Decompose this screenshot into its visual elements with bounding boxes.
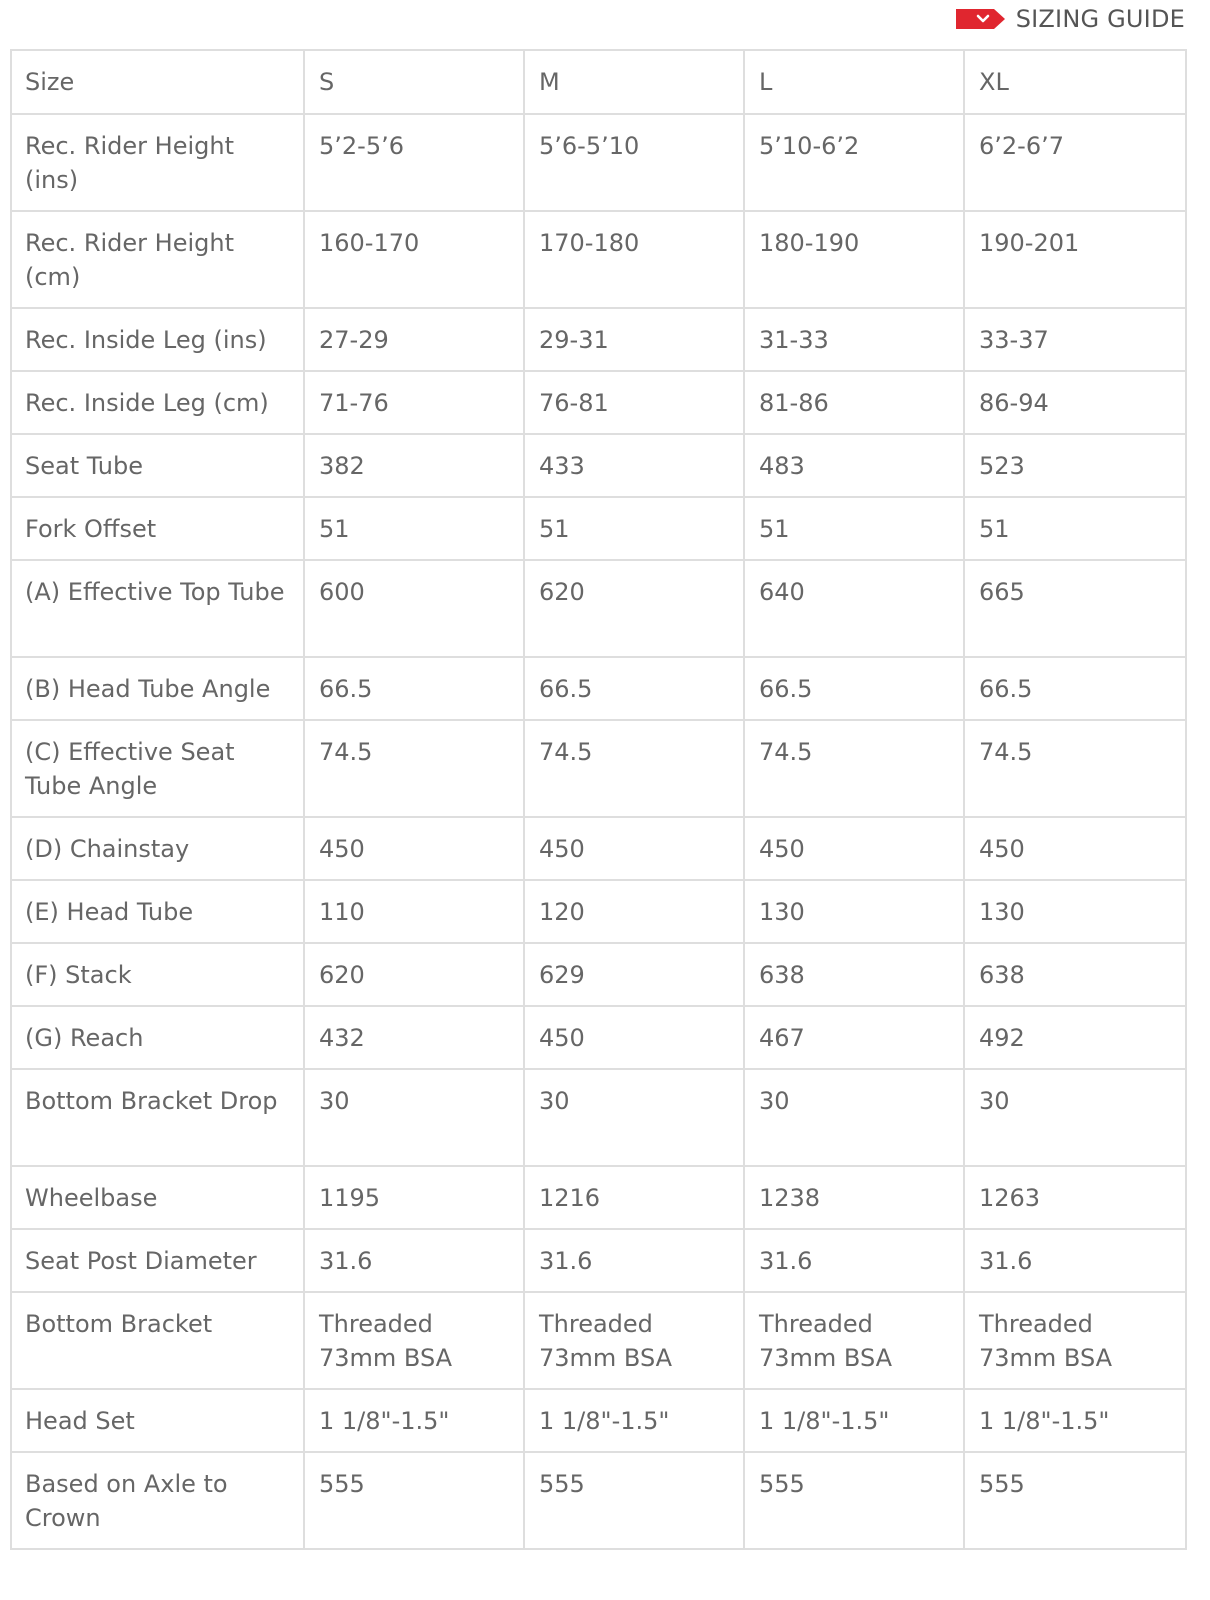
row-value: Threaded 73mm BSA	[304, 1292, 524, 1389]
row-label: (F) Stack	[11, 943, 304, 1006]
row-value: 33-37	[964, 308, 1186, 371]
row-label: (E) Head Tube	[11, 880, 304, 943]
row-label: Bottom Bracket	[11, 1292, 304, 1389]
sizing-guide-link[interactable]	[956, 4, 1185, 34]
row-label: Wheelbase	[11, 1166, 304, 1229]
row-value: 600	[304, 560, 524, 657]
row-value: 31.6	[304, 1229, 524, 1292]
row-label: Seat Post Diameter	[11, 1229, 304, 1292]
row-value: 483	[744, 434, 964, 497]
row-value: 5’10-6’2	[744, 114, 964, 211]
row-value: 30	[964, 1069, 1186, 1166]
row-label: Rec. Inside Leg (ins)	[11, 308, 304, 371]
row-value: 467	[744, 1006, 964, 1069]
table-row	[11, 371, 1186, 434]
row-value: 74.5	[524, 720, 744, 817]
row-value: 382	[304, 434, 524, 497]
header-cell-xl: XL	[964, 50, 1186, 114]
header-cell-m: M	[524, 50, 744, 114]
sizing-guide-label: SIZING GUIDE	[1015, 5, 1185, 33]
row-label: (C) Effective Seat Tube Angle	[11, 720, 304, 817]
row-label: (G) Reach	[11, 1006, 304, 1069]
row-value: 638	[964, 943, 1186, 1006]
table-row	[11, 497, 1186, 560]
row-value: 555	[964, 1452, 1186, 1549]
row-value: 1263	[964, 1166, 1186, 1229]
row-value: 86-94	[964, 371, 1186, 434]
row-value: 1 1/8"-1.5"	[524, 1389, 744, 1452]
row-label: (A) Effective Top Tube	[11, 560, 304, 657]
row-value: 74.5	[304, 720, 524, 817]
row-value: 130	[744, 880, 964, 943]
row-value: 74.5	[744, 720, 964, 817]
table-row	[11, 434, 1186, 497]
row-value: Threaded 73mm BSA	[964, 1292, 1186, 1389]
row-value: 450	[964, 817, 1186, 880]
row-value: 170-180	[524, 211, 744, 308]
row-value: 31.6	[524, 1229, 744, 1292]
row-label: Bottom Bracket Drop	[11, 1069, 304, 1166]
row-value: 31.6	[964, 1229, 1186, 1292]
row-value: 1 1/8"-1.5"	[304, 1389, 524, 1452]
row-value: 29-31	[524, 308, 744, 371]
row-value: 1 1/8"-1.5"	[964, 1389, 1186, 1452]
row-value: 555	[744, 1452, 964, 1549]
row-label: Seat Tube	[11, 434, 304, 497]
row-value: 555	[524, 1452, 744, 1549]
row-value: 523	[964, 434, 1186, 497]
row-value: 432	[304, 1006, 524, 1069]
row-value: 51	[304, 497, 524, 560]
table-row	[11, 1292, 1186, 1389]
row-value: 27-29	[304, 308, 524, 371]
row-label: Based on Axle to Crown	[11, 1452, 304, 1549]
table-row	[11, 114, 1186, 211]
table-row	[11, 1389, 1186, 1452]
row-value: 66.5	[304, 657, 524, 720]
row-value: 620	[304, 943, 524, 1006]
row-value: 1 1/8"-1.5"	[744, 1389, 964, 1452]
table-row	[11, 1229, 1186, 1292]
table-row	[11, 720, 1186, 817]
row-value: 450	[304, 817, 524, 880]
row-label: (D) Chainstay	[11, 817, 304, 880]
row-value: 450	[744, 817, 964, 880]
table-row	[11, 880, 1186, 943]
row-label: Rec. Rider Height (ins)	[11, 114, 304, 211]
row-value: 30	[744, 1069, 964, 1166]
row-value: 190-201	[964, 211, 1186, 308]
row-value: 5’2-5’6	[304, 114, 524, 211]
row-value: 433	[524, 434, 744, 497]
row-value: 120	[524, 880, 744, 943]
row-value: 71-76	[304, 371, 524, 434]
row-value: 555	[304, 1452, 524, 1549]
table-row	[11, 943, 1186, 1006]
row-value: 51	[524, 497, 744, 560]
row-value: Threaded 73mm BSA	[524, 1292, 744, 1389]
table-row	[11, 1006, 1186, 1069]
row-value: 450	[524, 817, 744, 880]
row-value: 110	[304, 880, 524, 943]
table-row	[11, 1452, 1186, 1549]
geometry-table	[10, 49, 1187, 1550]
row-value: 640	[744, 560, 964, 657]
row-label: Fork Offset	[11, 497, 304, 560]
row-label: (B) Head Tube Angle	[11, 657, 304, 720]
row-value: 665	[964, 560, 1186, 657]
header-cell-size: Size	[11, 50, 304, 114]
table-row	[11, 1166, 1186, 1229]
row-value: 51	[964, 497, 1186, 560]
table-row	[11, 308, 1186, 371]
header-cell-l: L	[744, 50, 964, 114]
table-row	[11, 211, 1186, 308]
table-row	[11, 657, 1186, 720]
row-label: Rec. Inside Leg (cm)	[11, 371, 304, 434]
row-value: 30	[524, 1069, 744, 1166]
table-row	[11, 1069, 1186, 1166]
row-value: 6’2-6’7	[964, 114, 1186, 211]
row-value: 76-81	[524, 371, 744, 434]
row-value: 130	[964, 880, 1186, 943]
row-value: 1216	[524, 1166, 744, 1229]
row-value: 31-33	[744, 308, 964, 371]
row-value: 1238	[744, 1166, 964, 1229]
row-value: 160-170	[304, 211, 524, 308]
row-value: 81-86	[744, 371, 964, 434]
table-row	[11, 560, 1186, 657]
row-value: 31.6	[744, 1229, 964, 1292]
row-value: 450	[524, 1006, 744, 1069]
table-header-row	[11, 50, 1186, 114]
row-value: 638	[744, 943, 964, 1006]
row-value: 180-190	[744, 211, 964, 308]
row-value: 620	[524, 560, 744, 657]
row-value: 492	[964, 1006, 1186, 1069]
row-value: 30	[304, 1069, 524, 1166]
tag-arrow-icon	[956, 7, 1006, 31]
row-value: 51	[744, 497, 964, 560]
row-value: 74.5	[964, 720, 1186, 817]
row-value: 1195	[304, 1166, 524, 1229]
row-value: 66.5	[964, 657, 1186, 720]
row-label: Head Set	[11, 1389, 304, 1452]
row-value: 66.5	[744, 657, 964, 720]
row-label: Rec. Rider Height (cm)	[11, 211, 304, 308]
row-value: 629	[524, 943, 744, 1006]
row-value: Threaded 73mm BSA	[744, 1292, 964, 1389]
row-value: 66.5	[524, 657, 744, 720]
table-row	[11, 817, 1186, 880]
header-cell-s: S	[304, 50, 524, 114]
row-value: 5’6-5’10	[524, 114, 744, 211]
